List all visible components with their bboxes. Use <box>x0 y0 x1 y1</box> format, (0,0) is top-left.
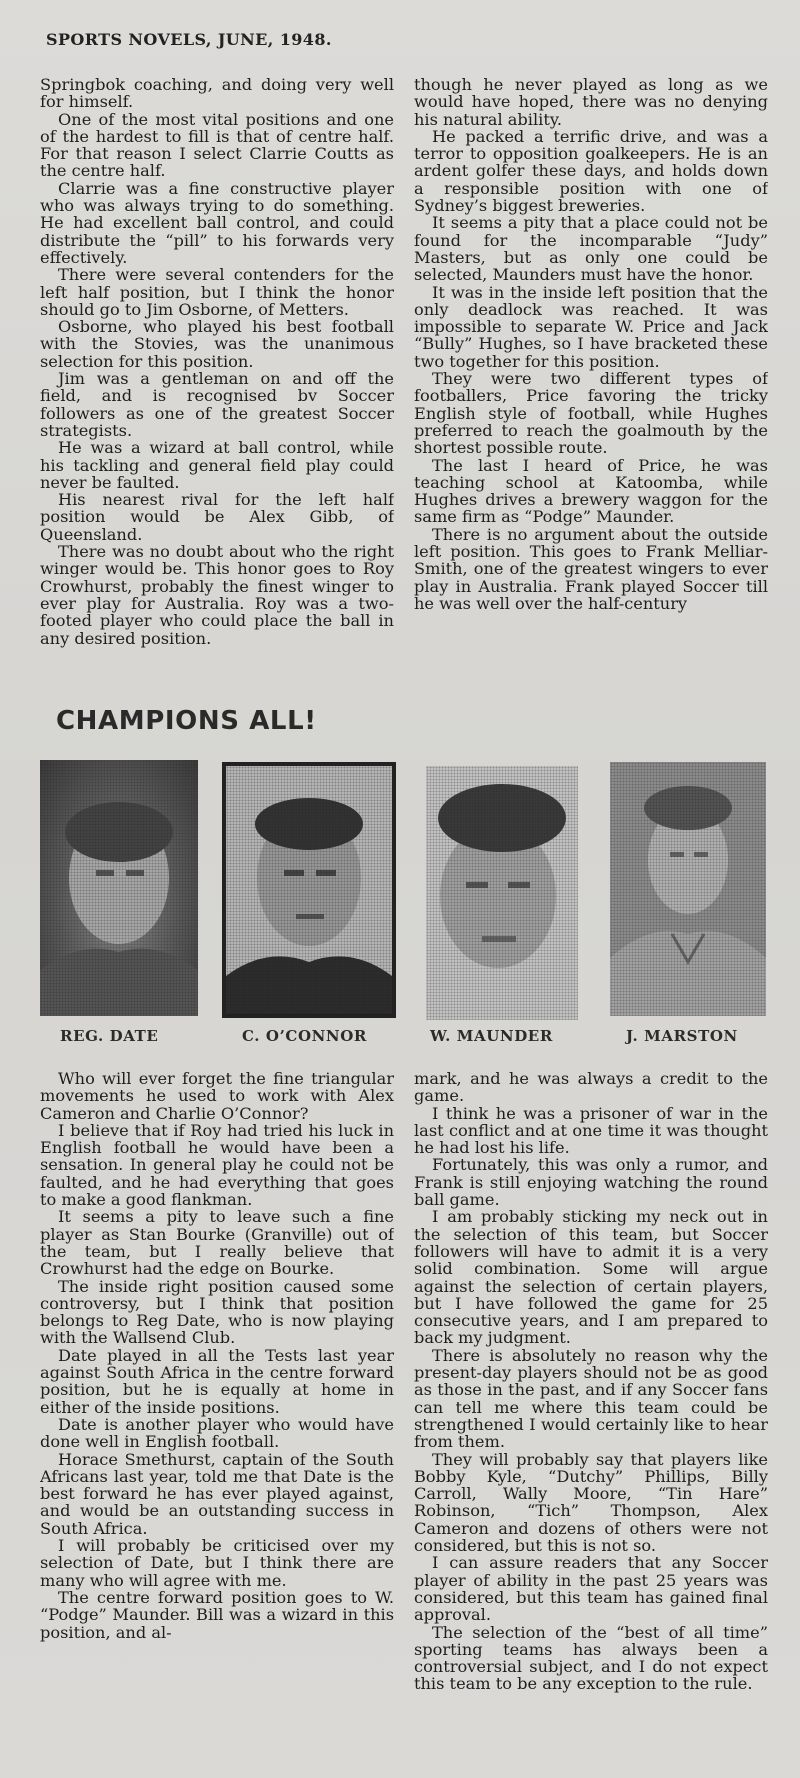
paragraph: I will probably be criticised over my selection of Date, but I think there are many who will agree with me. <box>40 1536 394 1590</box>
player-photo-oconnor <box>222 762 396 1018</box>
paragraph: The last I heard of Price, he was teaching school at Katoomba, while Hughes drives a brewery waggon for the same firm as “Podge” Maunder. <box>414 455 768 527</box>
paragraph: though he never played as long as we would have hoped, there was no denying his natural ability. <box>414 76 768 129</box>
bottom-left-column <box>40 1070 394 1760</box>
portrait-image <box>226 766 392 1014</box>
paragraph: He packed a terrific drive, and was a terror to opposition goalkeepers. He is an ardent golfer these days, and holds down a responsible position with one of Sydney’s biggest breweries. <box>414 126 768 216</box>
paragraph: His nearest rival for the left half position would be Alex Gibb, of Queensland. <box>40 490 394 544</box>
paragraph: mark, and he was always a credit to the game. <box>414 1070 768 1106</box>
paragraph: Who will ever forget the fine triangular movements he used to work with Alex Cameron and Charlie O’Connor? <box>40 1070 394 1123</box>
photo-caption: REG. DATE <box>60 1027 159 1045</box>
top-columns <box>40 76 768 681</box>
paragraph: Jim was a gentleman on and off the field, and is recognised bv Soccer followers as one of the greatest Soccer strategists. <box>40 369 394 440</box>
paragraph: There were several contenders for the left half position, but I think the honor should go to Jim Osborne, of Metters. <box>40 265 394 319</box>
portrait-image <box>40 760 198 1016</box>
paragraph: They were two different types of footballers, Price favoring the tricky English style of football, while Hughes preferred to reach the goalmouth by the shortest possible route. <box>414 369 768 458</box>
running-head: SPORTS NOVELS, JUNE, 1948. <box>46 30 332 49</box>
photo-caption: C. O’CONNOR <box>242 1027 367 1045</box>
player-photo-date <box>40 760 198 1016</box>
paragraph: Date played in all the Tests last year against South Africa in the centre forward position, but he is equally at home in either of the inside positions. <box>40 1345 394 1417</box>
paragraph: I believe that if Roy had tried his luck in English football he would have been a sensation. In general play he could not be faulted, and he had everything that goes to make a good flankman. <box>40 1120 394 1210</box>
paragraph: They will probably say that players like Bobby Kyle, “Dutchy” Phillips, Billy Carroll, Wally Moore, “Tin Hare” Robinson, “Tich” Thompson, Alex Cameron and dozens of others were not considered, but this is not so. <box>414 1449 768 1556</box>
paragraph: One of the most vital positions and one of the hardest to fill is that of centre half. For that reason I select Clarrie Coutts as the centre half. <box>40 109 394 181</box>
paragraph: There is no argument about the outside left position. This goes to Frank Melliar-Smith, one of the greatest wingers to ever play in Australia. Frank played Soccer till he was well over the half-century <box>414 524 768 613</box>
photo-caption: J. MARSTON <box>626 1027 738 1045</box>
photo-strip <box>0 760 800 1040</box>
paragraph: I am probably sticking my neck out in the selection of this team, but Soccer followers will have to admit it is a very solid combination. Some will argue against the selection of certain players, but I have followed the game for 25 consecutive years, and I am prepared to back my judgment. <box>414 1207 768 1348</box>
paragraph: He was a wizard at ball control, while his tackling and general field play could never be faulted. <box>40 438 394 492</box>
top-left-column <box>40 76 394 681</box>
player-photo-maunder <box>426 766 578 1020</box>
paragraph: I think he was a prisoner of war in the last conflict and at one time it was thought he had lost his life. <box>414 1103 768 1158</box>
bottom-right-column <box>414 1070 768 1760</box>
paragraph: It was in the inside left position that the only deadlock was reached. It was impossible to separate W. Price and Jack “Bully” Hughes, so I have bracketed these two together for this position. <box>414 282 768 371</box>
portrait-image <box>610 762 766 1016</box>
paragraph: It seems a pity to leave such a fine player as Stan Bourke (Granville) out of the team, but I really believe that Crowhurst had the edge on Bourke. <box>40 1207 394 1279</box>
photo-caption: W. MAUNDER <box>430 1027 553 1045</box>
paragraph: The centre forward position goes to W. “Podge” Maunder. Bill was a wizard in this position, and al- <box>40 1587 394 1642</box>
bottom-columns <box>40 1070 768 1760</box>
paragraph: Fortunately, this was only a rumor, and Frank is still enjoying watching the round ball game. <box>414 1155 768 1210</box>
player-photo-marston <box>610 762 766 1016</box>
paragraph: Springbok coaching, and doing very well for himself. <box>40 76 394 112</box>
section-headline: CHAMPIONS ALL! <box>56 706 317 736</box>
paragraph: The selection of the “best of all time” sporting teams has always been a controversial subject, and I do not expect this team to be any exception to the rule. <box>414 1622 768 1694</box>
paragraph: Osborne, who played his best football with the Stovies, was the unanimous selection for this position. <box>40 317 394 371</box>
paragraph: Date is another player who would have done well in English football. <box>40 1414 394 1452</box>
paragraph: There was no doubt about who the right winger would be. This honor goes to Roy Crowhurst, probably the finest winger to ever play for Australia. Roy was a two-footed player who could place the ball in any desired position. <box>40 542 394 648</box>
paragraph: It seems a pity that a place could not be found for the incomparable “Judy” Masters, but as only one could be selected, Maunders must have the honor. <box>414 213 768 285</box>
portrait-image <box>426 766 578 1020</box>
paragraph: Horace Smethurst, captain of the South Africans last year, told me that Date is the best forward he has ever played against, and would be an outstanding success in South Africa. <box>40 1449 394 1538</box>
top-right-column <box>414 76 768 681</box>
paragraph: The inside right position caused some controversy, but I think that position belongs to Reg Date, who is now playing with the Wallsend Club. <box>40 1276 394 1348</box>
paragraph: There is absolutely no reason why the present-day players should not be as good as those in the past, and if any Soccer fans can tell me where this team could be strengthened I would certainly like to hear from them. <box>414 1345 768 1452</box>
paragraph: Clarrie was a fine constructive player who was always trying to do something. He had excellent ball control, and could distribute the “pill” to his forwards very effectively. <box>40 178 394 267</box>
paragraph: I can assure readers that any Soccer player of ability in the past 25 years was considered, but this team has gained final approval. <box>414 1553 768 1625</box>
